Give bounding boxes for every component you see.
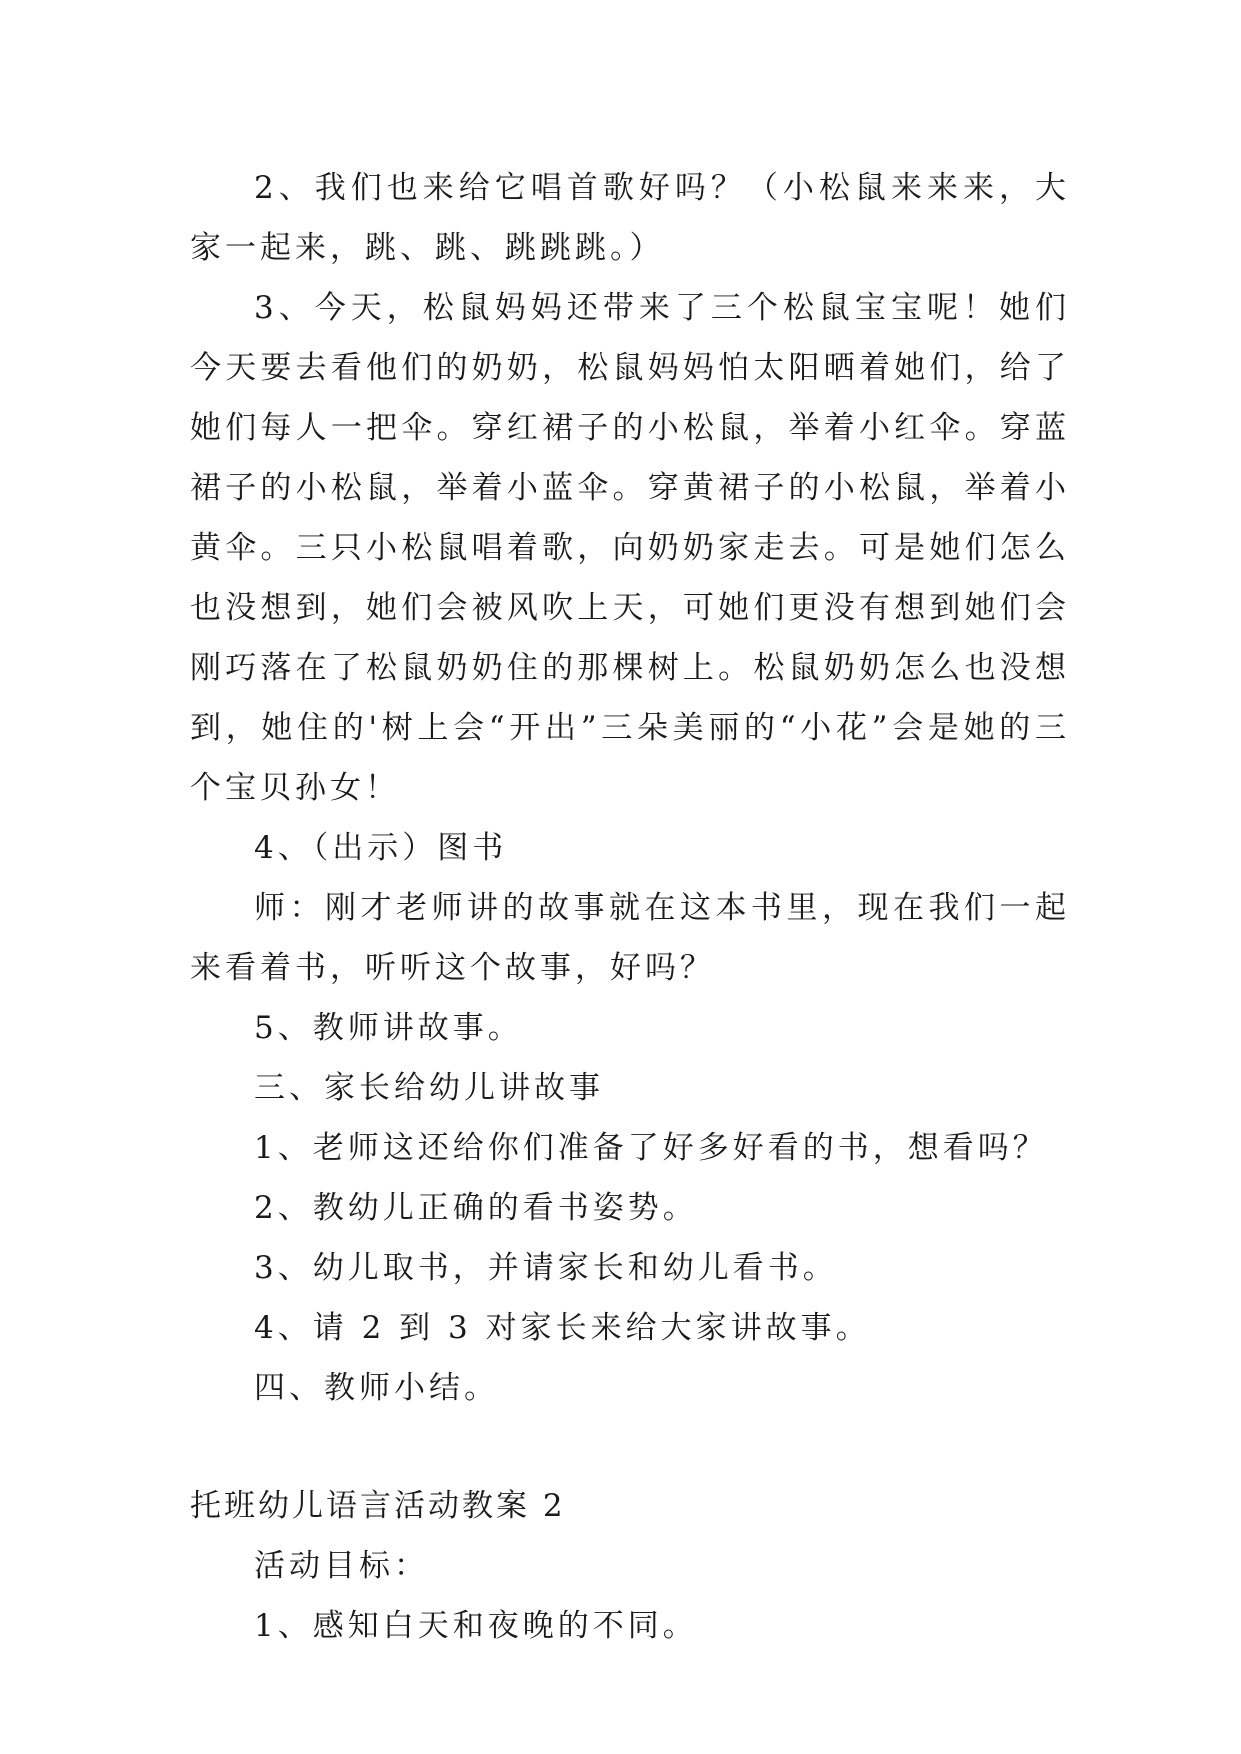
paragraph-parents-storytelling: 4、请 2 到 3 对家长来给大家讲故事。: [254, 1310, 871, 1346]
section-heading-teacher-summary: 四、教师小结。: [254, 1370, 499, 1406]
paragraph-teacher-line: 师：刚才老师讲的故事就在这本书里，现在我们一起来看着书，听听这个故事，好吗？: [190, 890, 1070, 986]
paragraph-squirrel-story: 3、今天，松鼠妈妈还带来了三个松鼠宝宝呢！她们今天要去看他们的奶奶，松鼠妈妈怕太阳晒着她们，给了她们每人一把伞。穿红裙子的小松鼠，举着小红伞。穿蓝裙子的小松鼠，举着小蓝伞。穿黄裙子的小松鼠，举着小黄伞。三只小松鼠唱着歌，向奶奶家走去。可是她们怎么也没想到，她们会被风吹上天，可她们更没有想到她们会刚巧落在了松鼠奶奶住的那棵树上。松鼠奶奶怎么也没想到，她住的'树上会“开出”三朵美丽的“小花”会是她的三个宝贝孙女！: [190, 290, 1070, 806]
paragraph-teacher-tells-story: 5、教师讲故事。: [254, 1010, 523, 1046]
paragraph-reading-posture: 2、教幼儿正确的看书姿势。: [254, 1190, 698, 1226]
section-heading-parents-tell-story: 三、家长给幼儿讲故事: [254, 1070, 604, 1106]
activity-goals-label: 活动目标：: [254, 1548, 429, 1584]
activity-goal-1: 1、感知白天和夜晚的不同。: [254, 1608, 698, 1644]
paragraph-prepared-books: 1、老师这还给你们准备了好多好看的书，想看吗？: [254, 1130, 1048, 1166]
lesson-plan-title: 托班幼儿语言活动教案 2: [190, 1488, 566, 1524]
paragraph-sing-song: 2、我们也来给它唱首歌好吗？（小松鼠来来来，大家一起来，跳、跳、跳跳跳。）: [190, 170, 1070, 266]
paragraph-show-book: 4、（出示）图书: [254, 830, 508, 866]
document-body: [190, 158, 1070, 1656]
paragraph-take-books: 3、幼儿取书，并请家长和幼儿看书。: [254, 1250, 838, 1286]
section-spacer: [190, 1418, 1070, 1476]
